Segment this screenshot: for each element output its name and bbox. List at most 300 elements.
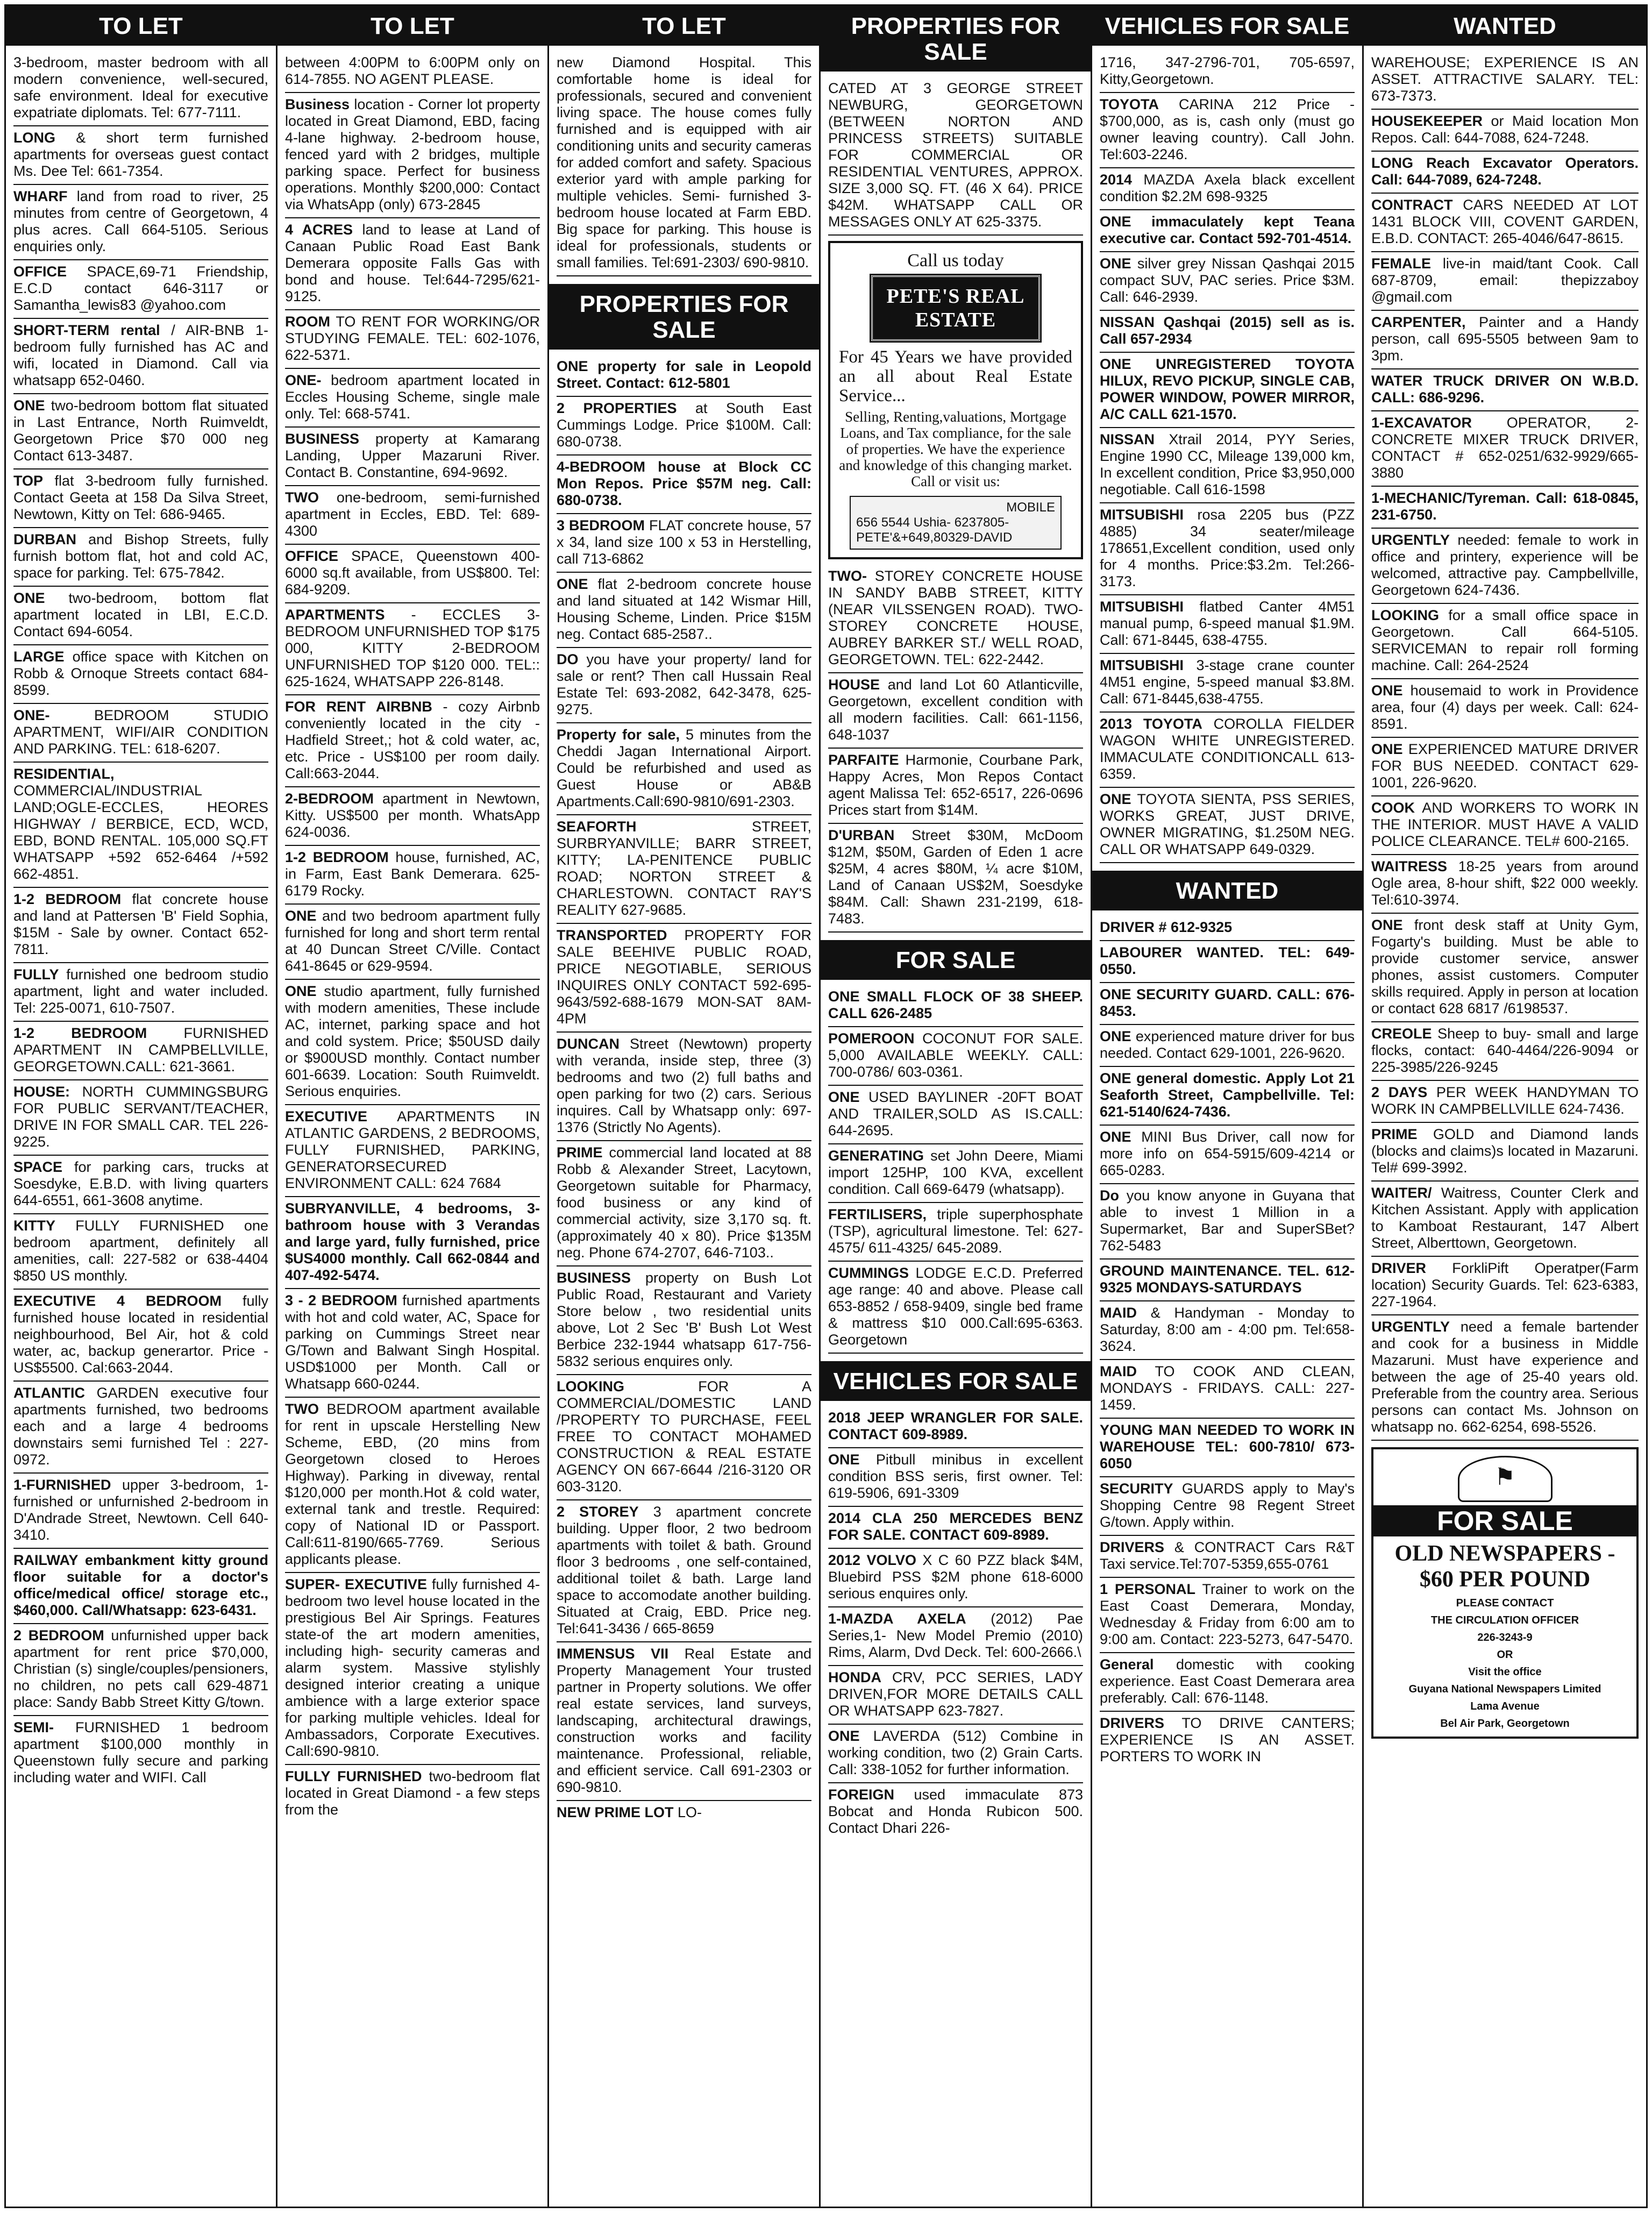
ad-text: kitty ground floor suitable for a doctor's office/medical office/ storage etc., $460,000. Call/Whatsapp: 623-6431. [13,1552,268,1618]
ad-lead: 1-MECHANIC/Tyreman. Call: 618-0845, 231-6750. [1371,490,1639,523]
classified-ad [13,1156,268,1214]
contact-line: OR [1497,1649,1513,1661]
ad-text: Painter and a Handy person, call 695-5505 between 9am to 3pm. [1371,314,1639,364]
ad-lead: ONE [1100,1028,1131,1044]
ad-lead: TWO [285,1401,319,1417]
ad-text: need a female bartender and cook for a business in Middle Mazaruni. Must have experience and between the age of 25-40 years old. Preferable from the country area. Serious persons can contact Ms. Johnson on whatsapp no. 662-6254, 698-5526. [1371,1319,1639,1435]
classified-ad [285,695,540,787]
classified-ad [1371,1182,1639,1257]
classified-ad [1371,1257,1639,1315]
ad-text: Trainer to work on the East Coast Demerara, Monday, Wednesday & Friday from 6:00 am to 9:00 am. Contact: 223-5273, 647-5470. [1100,1581,1355,1647]
ad-text: SPACE,69-71 Friendship, E.C.D contact 646-3117 or Samantha_lewis83 @yahoo.com [13,264,268,313]
petes-body2: Selling, Renting,valuations, Mortgage Loans, and Tax compliance, for the sale of properties. We have the experience and knowledge of this changing market. Call or visit us: [839,409,1072,489]
ad-text: front desk staff at Unity Gym, Fogarty's building. Must be able to provide customer service, answer phones, assist customers. Computer skills required. Apply in person at location or contact 628 6817 /6198537. [1371,917,1639,1016]
ad-text: FURNISHED APARTMENT IN CAMPBELLVILLE, GEORGETOWN.CALL: 621-3661. [13,1025,268,1075]
contact-line: Bel Air Park, Georgetown [1440,1718,1570,1730]
ad-lead: SPACE [13,1159,63,1175]
contact-line: THE CIRCULATION OFFICER [1430,1614,1579,1626]
ad-text: apartment in Newtown, Kitty. US$500 per month. WhatsApp 624-0036. [285,791,540,840]
ad-text: - ECCLES 3-BEDROOM UNFURNISHED TOP $175 000, KITTY 2-BEDROOM UNFURNISHED TOP $120 000. TEL:: 625-1624, WHATSAPP 226-8148. [285,607,540,689]
classified-ad [828,1549,1083,1607]
ad-text: new Diamond Hospital. This comfortable home is ideal for professionals, secured and convenient living space. The house comes fully furnished and is equipped with air conditioning units and security cameras for added comfort and safety. Spacious exterior yard with ample parking for multiple vehicles. Semi- furnished 3-bedroom house located at Farm EBD. Big space for parking. This house is ideal for professionals, students or small families. Tel:691-2303/ 690-9810. [557,54,811,271]
for-sale-banner: FOR SALE [1373,1505,1636,1536]
ad-lead: TOYOTA [1100,96,1159,112]
classified-ad [285,1765,540,1823]
petes-mobile: MOBILE [1006,500,1055,515]
ad-lead: 1-2 BEDROOM [13,891,122,907]
ad-lead: HONDA [828,1669,881,1685]
ad-text: rosa 2205 bus (PZZ 4885) 34 seater/mileage 178651,Excellent condition, used only for 4 months. Price:$3.2m. Tel:266-3173. [1100,507,1355,589]
ad-text: PROPERTY FOR SALE BEEHIVE PUBLIC ROAD, PRICE NEGOTIABLE, SERIOUS INQUIRES ONLY CONTACT 592-695-9643/592-688-1679 MON-SAT 8AM-4PM [557,927,811,1027]
ad-text: NORTH CUMMINGSBURG FOR PUBLIC SERVANT/TEACHER, DRIVE IN FOR SMALL CAR. TEL 226-9225. [13,1084,268,1150]
contact-line: 226-3243-9 [1477,1632,1533,1643]
classified-ad [1100,941,1355,983]
ad-text: & short term furnished apartments for overseas guest contact Ms. Dee Tel: 661-7354. [13,130,268,179]
classified-ad [1371,855,1639,914]
ad-lead: NISSAN [1100,431,1155,447]
ad-lead: LONG [13,130,55,146]
ad-text: studio apartment, fully furnished with modern amenities, These include AC, internet, parking space and hot and cold system. Price; $50USD daily or $900USD monthly. Contact number 601-6639. Location: South Ruimveldt. Serious enquiries. [285,983,540,1099]
ad-text: flat concrete house and land at Pattersen 'B' Field Sophia, $15M - Sale by owner. Contact 652-7811. [13,891,268,957]
ad-lead: 2 DAYS [1371,1084,1428,1100]
classified-ad [1100,1360,1355,1419]
ad-text: two-bedroom bottom flat situated in Last Entrance, North Ruimveldt, Georgetown Price $70 000 neg Contact 613-3487. [13,397,268,464]
ad-lead: ONE [828,1089,860,1105]
ad-lead: 1-FURNISHED [13,1477,111,1493]
ad-text: CRV, PCC SERIES, LADY DRIVEN,FOR MORE DETAILS CALL OR WHATSAPP 623-7827. [828,1669,1083,1719]
ad-lead: ONE UNREGISTERED TOYOTA HILUX, REVO PICKUP, SINGLE CAB, POWER WINDOW, POWER MIRROR, A/C CALL 621-1570. [1100,356,1355,422]
section-header: FOR SALE [821,940,1091,980]
ad-lead: TOP [13,473,44,489]
ad-text: furnished one bedroom studio apartment, light and water included. Tel: 225-0071, 610-7507. [13,966,268,1016]
ad-text: Pitbull minibus in excellent condition BSS seris, first owner. Tel: 619-5906, 691-3309 [828,1451,1083,1501]
ad-lead: CARPENTER, [1371,314,1466,330]
petes-logo: PETE'S REAL ESTATE [871,275,1040,341]
ad-lead: 3 - 2 BEDROOM [285,1292,397,1308]
ad-text: needed: female to work in office and printery, experience will be welcomed, attractive pay. Campbellville, Georgetown 624-7436. [1371,532,1639,598]
ad-lead: MAID [1100,1305,1137,1321]
classified-ad [1100,503,1355,595]
classified-ad [13,394,268,469]
ad-lead: 2014 CLA 250 MERCEDES BENZ FOR SALE. CONTACT 609-8989. [828,1510,1083,1543]
ad-lead: ROOM [285,314,330,330]
ad-text: for parking cars, trucks at Soesdyke, E.B.D. with living quarters 644-6551, 661-3608 anytime. [13,1159,268,1208]
ad-text: FLAT concrete house, 57 x 34, land size 100 x 53 in Herstelling, call 713-6862 [557,517,811,567]
ad-text: for a small office space in Georgetown. Call 664-5105. SERVICEMAN to repair roll forming machine. Call: 264-2524 [1371,607,1639,673]
classified-ad [1371,1081,1639,1123]
classified-ad [828,1406,1083,1448]
ad-lead: RAILWAY embankment [13,1552,175,1568]
ad-lead: 2 STOREY [557,1504,639,1520]
ad-lead: FEMALE [1371,255,1431,272]
classified-ad [557,573,811,648]
classified-ad [828,673,1083,749]
contact-line: PLEASE CONTACT [1456,1597,1554,1609]
classified-ad [557,1141,811,1266]
section-header: PROPERTIES FOR SALE [821,6,1091,72]
ad-lead: DURBAN [13,531,76,547]
classified-ad [1100,1025,1355,1067]
ad-lead: ONE [1100,791,1131,807]
ad-lead: TWO- [828,568,867,584]
petes-real-estate-ad [828,241,1083,559]
ad-text: and land Lot 60 Atlanticville, Georgetown, excellent condition with all modern facilities. Call: 661-1156, 648-1037 [828,677,1083,743]
classified-ad [828,1144,1083,1203]
newspaper-logo-icon: ⚑ [1458,1456,1553,1502]
ad-text: property at Kamarang Landing, Upper Mazaruni River. Contact B. Constantine, 694-9692. [285,431,540,480]
ad-text: TOYOTA SIENTA, PSS SERIES, WORKS GREAT, JUST DRIVE, OWNER MIGRATING, $1.250M NEG. CALL OR WHATSAPP 649-0329. [1100,791,1355,857]
ad-text: and two bedroom apartment fully furnished for long and short term rental at 40 Duncan Street C/Ville. Contact 641-8645 or 629-9594. [285,908,540,974]
ad-text: or Maid location Mon Repos. Call: 644-7088, 624-7248. [1371,113,1639,146]
ad-text: LAVERDA (512) Combine in working condition, two (2) Grain Carts. Call: 338-1052 for further information. [828,1728,1083,1777]
ad-lead: 1-MAZDA AXELA [828,1611,966,1627]
classified-ad [557,355,811,397]
classified-ad [1100,168,1355,210]
classified-ad [557,648,811,723]
classified-ad [828,1203,1083,1262]
ad-lead: FULLY FURNISHED [285,1768,422,1784]
ad-lead: POMEROON [828,1030,915,1047]
ad-text: housemaid to work in Providence area, four (4) days per week. Call: 624-8591. [1371,682,1639,732]
classified-ad [1100,311,1355,353]
section-header: VEHICLES FOR SALE [821,1361,1091,1401]
ad-text: location - Corner lot property located in Great Diamond, EBD, facing 4-lane highway. 2-bedroom house, fenced yard with 2 bridges, multiple parking space. Perfect for business operations. Monthly $200,000: Contact via WhatsApp (only) 673-2845 [285,96,540,212]
ad-lead: EXECUTIVE 4 BEDROOM [13,1293,222,1309]
ad-text: silver grey Nissan Qashqai 2015 compact SUV, PAC series. Price $3M. Call: 646-2939. [1100,255,1355,305]
classified-ad [1100,1184,1355,1260]
ad-lead: 2 PROPERTIES [557,400,677,416]
classified-ad [557,924,811,1033]
ad-text: USED BAYLINER -20FT BOAT AND TRAILER,SOLD AS IS.CALL: 644-2695. [828,1089,1083,1138]
ad-text: TO RENT FOR WORKING/OR STUDYING FEMALE. TEL: 602-1076, 622-5371. [285,314,540,363]
ad-lead: GENERATING [828,1148,924,1164]
ad-lead: ONE [1371,682,1403,699]
ad-text: MINI Bus Driver, call now for more info on 654-5915/609-4214 or 665-0283. [1100,1129,1355,1178]
column-5 [1091,6,1362,2207]
ad-text: domestic with cooking experience. East Coast Demerara area preferably. Call: 676-1148. [1100,1656,1355,1706]
classified-ad [1371,1315,1639,1441]
classified-ad [13,1080,268,1156]
ad-lead: DRIVER [1371,1260,1427,1276]
ad-lead: DRIVER # 612-9325 [1100,919,1233,935]
ad-text: Harmonie, Courbane Park, Happy Acres, Mon Repos Contact agent Malissa Tel: 652-6517, 226-0696 Prices start from $14M. [828,752,1083,818]
ad-text: SPACE, Queenstown 400-6000 sq.ft available, from US$800. Tel: 684-9209. [285,548,540,597]
classified-ad [13,1624,268,1716]
ad-text: GUARDS apply to May's Shopping Centre 98 Regent Street G/town. Apply within. [1100,1481,1355,1530]
classified-ad [285,846,540,905]
classified-ad [285,1197,540,1289]
ad-lead: COOK [1371,800,1415,816]
ad-text: 3-stage crane counter 4M51 engine, 5-speed manual $3.8M. Call: 671-8445,638-4755. [1100,657,1355,707]
classified-ad [1100,1578,1355,1653]
classified-ad [1100,1477,1355,1536]
column-1 [6,6,276,2207]
ad-lead: OFFICE [285,548,338,564]
ad-text: ForkliPift Operatper(Farm location) Security Guards. Tel: 623-6383, 227-1964. [1371,1260,1639,1310]
ad-text: COMMERCIAL/INDUSTRIAL LAND;OGLE-ECCLES, HEORES HIGHWAY / BERBICE, ECD, WCD, EBD, BOND RENTAL. 105,000 SQ.FT WHATSAPP +592 652-6464 /+592 662-4851. [13,782,268,882]
ad-lead: SEAFORTH [557,819,637,835]
classified-ad [1100,1653,1355,1712]
ad-lead: BUSINESS [285,431,360,447]
classified-ad [13,469,268,528]
ad-text: OPERATOR, 2- CONCRETE MIXER TRUCK DRIVER, CONTACT # 652-0251/632-9929/665-3880 [1371,415,1639,481]
ad-lead: MAID [1100,1363,1137,1379]
ad-lead: CUMMINGS [828,1265,909,1281]
column-2 [276,6,547,2207]
classified-ad [285,1398,540,1573]
ad-text: CARS NEEDED AT LOT 1431 BLOCK VIII, COVENT GARDEN, E.B.D. CONTACT: 265-4046/647-8615. [1371,197,1639,246]
ad-text: STOREY CONCRETE HOUSE IN SANDY BABB STREET, KITTY (NEAR VILSSENGEN ROAD). TWO-STOREY CONCRETE HOUSE, AUBREY BARKER ST./ WELL ROAD, GEORGETOWN. TEL: 622-2442. [828,568,1083,667]
petes-phones [850,496,1062,550]
classified-ad [1100,1536,1355,1578]
column-6 [1362,6,1646,2207]
ad-text: commercial land located at 88 Robb & Alexander Street, Lacytown, Georgetown suitable for Pharmacy, food business or any kind of commercial activity, size 3,170 sq. ft. (approximately 40 x 80). Price $135M neg. Phone 674-2707, 646-7103.. [557,1144,811,1261]
ad-text: two-bedroom flat located in Great Diamond - a few steps from the [285,1768,540,1818]
classified-ad [557,1266,811,1375]
classified-ad [557,1375,811,1500]
ad-lead: ONE [828,1451,860,1468]
classified-ad [828,1086,1083,1144]
section-header: TO LET [6,6,276,46]
classified-ad [13,1382,268,1474]
ad-text: Street $30M, McDoom $12M, $50M, Garden of Eden 1 acre $25M, 4 acres $80M, ¼ acre $10M, Land of Canaan US$2M, Soesdyke $84M. Call: Shawn 231-2199, 618-7483. [828,827,1083,927]
ad-lead: HOUSE [828,677,880,693]
ad-text: 4 bedrooms, 3-bathroom house with 3 Verandas and large yard, fully furnished, price $US4000 monthly. Call 662-0844 and 407-492-5474. [285,1200,540,1283]
ad-text: COROLLA FIELDER WAGON WHITE UNREGISTERED. IMMACULATE CONDITIONCALL 613-6359. [1100,716,1355,782]
classified-ad [1100,93,1355,168]
classified-ad [13,587,268,645]
ad-lead: MITSUBISHI [1100,657,1184,673]
classified-ad [557,1033,811,1141]
classified-ad [1100,353,1355,428]
ad-lead: DO [557,651,579,667]
ad-lead: 1-2 BEDROOM [13,1025,147,1041]
ad-lead: ONE property for sale in Leopold Street. Contact: 612-5801 [557,358,811,391]
ad-text: FULLY FURNISHED one bedroom apartment, definitely all amenities, call: 227-582 or 638-4404 $850 US monthly. [13,1218,268,1284]
classified-ad [13,185,268,260]
ad-lead: ONE immaculately kept Teana executive car. Contact 592-701-4514. [1100,214,1355,246]
ad-text: STREET, SURBRYANVILLE; BARR STREET, KITTY; LA-PENITENCE PUBLIC ROAD; NORTON STREET & CHARLESTOWN. CONTACT RAY'S REALITY 627-9685. [557,819,811,918]
ad-lead: GROUND MAINTENANCE. TEL. 612-9325 MONDAYS-SATURDAYS [1100,1263,1355,1296]
section-header: WANTED [1364,6,1646,46]
ad-lead: 2 BEDROOM [13,1627,104,1643]
classified-ad [1100,1301,1355,1360]
classified-ad [285,310,540,369]
ad-lead: LABOURER WANTED. TEL: 649-0550. [1100,944,1355,977]
classified-ad [1371,311,1639,369]
classified-ad [13,1716,268,1790]
ad-text: land to lease at Land of Canaan Public Road East Bank Demerara opposite Falls Gas with bond and house. Tel:644-7295/621-9125. [285,222,540,304]
ad-lead: 1 PERSONAL [1100,1581,1196,1597]
classified-ad [828,824,1083,933]
classified-ad [1371,738,1639,796]
ad-text: 1716, 347-2796-701, 705-6597, Kitty,Georgetown. [1100,54,1355,87]
ad-lead: HOUSE: [13,1084,70,1100]
ad-lead: Property for sale, [557,727,680,743]
classified-ad [1100,1260,1355,1301]
ad-lead: ONE [13,590,45,606]
classified-ad [13,1290,268,1382]
classified-ad [828,1666,1083,1725]
classified-ad [1100,51,1355,93]
classified-ad [557,514,811,573]
ad-text: triple superphosphate (TSP), agricultural limestone. Tel: 627-4575/ 611-4325/ 645-2089. [828,1206,1083,1256]
classified-ad [13,888,268,963]
ad-lead: LONG Reach Excavator Operators. Call: 644-7089, 624-7248. [1371,155,1639,188]
classified-ad [13,704,268,763]
ad-text: TO COOK AND CLEAN, MONDAYS - FRIDAYS. CALL: 227-1459. [1100,1363,1355,1413]
ad-text: one-bedroom, semi-furnished apartment in Eccles, EBD. Tel: 689-4300 [285,489,540,539]
ad-text: MAZDA Axela black excellent condition $2.2M 698-9325 [1100,172,1355,204]
ad-lead: MITSUBISHI [1100,507,1184,523]
classified-ad [1371,604,1639,679]
ad-text: bedroom apartment located in Eccles Housing Scheme, single male only. Tel: 668-5741. [285,372,540,422]
ad-lead: 2018 JEEP WRANGLER FOR SALE. CONTACT 609-8989. [828,1410,1083,1442]
ad-text: and Bishop Streets, fully furnish bottom flat, hot and cold AC, space for parking. Tel: 675-7842. [13,531,268,581]
classified-ad [1100,713,1355,788]
ad-lead: 2-BEDROOM [285,791,374,807]
classified-ad [1371,1123,1639,1182]
classified-ad [285,369,540,428]
classified-ad [1100,428,1355,503]
ad-lead: SUPER- EXECUTIVE [285,1576,428,1592]
ad-lead: ONE [285,908,317,924]
ad-lead: ONE general domestic. Apply Lot 21 Seaforth Street, Campbellville. Tel: 621-5140/624-7436. [1100,1070,1355,1120]
ad-lead: 1-EXCAVATOR [1371,415,1472,431]
section-header: VEHICLES FOR SALE [1092,6,1362,46]
ad-text: / AIR-BNB 1-bedroom fully furnished has AC and wifi, located in Diamond. Call via whatsapp 652-0460. [13,322,268,388]
ad-text: GARDEN executive four apartments furnished, two bedrooms each and a large 4 bedrooms downstairs semi furnished Tel : 227-0972. [13,1385,268,1468]
classified-ad [557,456,811,514]
classified-ad [1371,679,1639,738]
ad-text: office space with Kitchen on Robb & Ornoque Streets contact 684-8599. [13,649,268,698]
classified-ad [557,723,811,815]
section-header: TO LET [277,6,547,46]
classified-ad [557,1642,811,1801]
classified-ad [1100,983,1355,1025]
ad-lead: ONE [1371,741,1403,757]
ad-lead: PRIME [557,1144,603,1161]
classified-ad [285,603,540,695]
ad-lead: FERTILISERS, [828,1206,927,1222]
classified-ad [1371,369,1639,411]
classified-ad [828,1448,1083,1507]
classified-ad [1100,595,1355,654]
ad-lead: 1-2 BEDROOM [285,849,389,865]
petes-phone-numbers: 656 5544 Ushia- 6237805- PETE'&+649,80329-DAVID [856,515,1013,545]
ad-text: CATED AT 3 GEORGE STREET NEWBURG, GEORGETOWN (BETWEEN NORTON AND PRINCESS STREETS) SUITABLE FOR COMMERCIAL OR RESIDENTIAL VENTURES, APPROX. SIZE 3,000 SQ. FT. (46 X 64). PRICE $42M. WHATSAPP CALL OR MESSAGES ONLY AT 625-3375. [828,80,1083,230]
ad-text: & CONTRACT Cars R&T Taxi service.Tel:707-5359,655-0761 [1100,1539,1355,1572]
ad-lead: MITSUBISHI [1100,599,1184,615]
ad-text: (2012) Pae Series,1- New Model Premio (2010) Rims, Alarm, Dvd Deck. Tel: 600-2666.\ [828,1611,1083,1660]
ad-text: 5 minutes from the Cheddi Jagan International Airport. Could be refurbished and used as Guest House or AB&B Apartments.Call:690-9810/691-2303. [557,727,811,809]
classified-ad [828,749,1083,824]
ad-text: Xtrail 2014, PYY Series, Engine 1990 CC, Mileage 139,000 km, In excellent condition, Price $3,950,000 negotiable. Call 616-1598 [1100,431,1355,497]
ad-lead: ONE SMALL FLOCK OF 38 SHEEP. CALL 626-2485 [828,988,1083,1021]
classified-ad [828,1507,1083,1549]
ad-text: unfurnished upper back apartment for rent price $70,000, Christian (s) single/couples/pensioners, no children, no pets call 629-4871 place: Sandy Babb Street Kitty G/town. [13,1627,268,1710]
ad-lead: ONE SECURITY GUARD. CALL: 676-8453. [1100,986,1355,1019]
ad-lead: ONE [1100,1129,1131,1145]
classified-ad [1371,110,1639,152]
classified-ad [557,397,811,456]
ad-lead: ATLANTIC [13,1385,85,1401]
petes-call: Call us today [907,251,1004,271]
ad-text: COCONUT FOR SALE. 5,000 AVAILABLE WEEKLY. CALL: 700-0786/ 603-0361. [828,1030,1083,1080]
ad-text: Real Estate and Property Management Your trusted partner in Property solutions. We offer real estate services, land surveys, landscaping, architectural drawings, construction works and facility maintenance. Professional, reliable, and efficient service. Call 691-2303 or 690-9810. [557,1646,811,1795]
classified-ad [285,1573,540,1765]
contact-line: Visit the office [1468,1666,1542,1678]
ad-lead: 4 ACRES [285,222,353,238]
ad-lead: ONE [1371,917,1403,933]
ad-text: you know anyone in Guyana that able to invest 1 Million in a Supermarket, Bar and SuperSBet? 762-5483 [1100,1187,1355,1254]
ad-lead: WAITRESS [1371,858,1448,874]
ad-lead: TWO [285,489,319,506]
classified-ad [13,319,268,394]
ad-lead: SUBRYANVILLE, [285,1200,401,1216]
ad-lead: IMMENSUS VII [557,1646,669,1662]
ad-text: Waitress, Counter Clerk and Kitchen Assistant. Apply with application to Kamboat Restaurant, 147 Albert Street, Alberttown, Georgetown. [1371,1185,1639,1251]
column-4 [819,6,1091,2207]
ad-text: set John Deere, Miami import 125HP, 100 KVA, excellent condition. Call 669-6479 (whatsapp). [828,1148,1083,1197]
classified-ad [1371,914,1639,1022]
ad-lead: LOOKING [557,1378,624,1394]
ad-lead: KITTY [13,1218,55,1234]
ad-text: CARINA 212 Price - $700,000, as is, cash only (must go owner leaving country). Call John. Tel:603-2246. [1100,96,1355,162]
ad-lead: CREOLE [1371,1026,1432,1042]
ad-lead: 3 BEDROOM [557,517,645,533]
ad-text: flat 3-bedroom fully furnished. Contact Geeta at 158 Da Silva Street, Newtown, Kitty on Tel: 686-9465. [13,473,268,522]
ad-text: at South East Cummings Lodge. Price $100M. Call: 680-0738. [557,400,811,450]
classified-ad [828,77,1083,236]
ad-text: Sheep to buy- small and large flocks, contact: 640-4464/226-9094 or 225-3985/226-9245 [1371,1026,1639,1075]
ad-text: AND WORKERS TO WORK IN THE INTERIOR. MUST HAVE A VALID POLICE CLEARANCE. TEL# 600-2165. [1371,800,1639,849]
ad-text: EXPERIENCED MATURE DRIVER FOR BUS NEEDED. CONTACT 629-1001, 226-9620. [1371,741,1639,791]
ad-lead: SHORT-TERM rental [13,322,160,338]
ad-text: house, furnished, AC, in Farm, East Bank Demerara. 625-6179 Rocky. [285,849,540,899]
ad-text: land from road to river, 25 minutes from centre of Georgetown, 4 plus acres. Call 664-5105. Serious enquiries only. [13,188,268,254]
classified-ad [13,763,268,888]
ad-text: two-bedroom, bottom flat apartment located in LBI, E.C.D. Contact 694-6054. [13,590,268,639]
ad-lead: D'URBAN [828,827,895,843]
ad-text: APARTMENTS IN ATLANTIC GARDENS, 2 BEDROOMS, FULLY FURNISHED, PARKING, GENERATORSECURED ENVIRONMENT CALL: 624 7684 [285,1108,540,1191]
classified-ad [828,985,1083,1027]
ad-lead: TRANSPORTED [557,927,667,943]
ad-lead: FOREIGN [828,1787,895,1803]
ad-text: BEDROOM apartment available for rent in upscale Herstelling New Scheme, EBD, (20 mins from Georgetown closed to Heroes Highway). Parking in diveway, rental $120,000 per month.Hot & cold water, external tank and trestle. Required: copy of National ID or Passport. Call:611-8190/665-7769. Serious applicants please. [285,1401,540,1567]
classified-ad [1371,51,1639,110]
ad-lead: ONE [828,1728,860,1744]
classified-ad [285,218,540,310]
ad-text: you have your property/ land for sale or rent? Then call Hussain Real Estate Tel: 693-2082, 642-3478, 625-9275. [557,651,811,717]
classified-ad [13,1474,268,1549]
ad-lead: 2013 TOYOTA [1100,716,1202,732]
classified-ad [13,963,268,1022]
ad-lead: SEMI- [13,1719,54,1735]
classified-ad [13,260,268,319]
ad-lead: EXECUTIVE [285,1108,368,1125]
classified-ad [557,1500,811,1642]
ad-text: between 4:00PM to 6:00PM only on 614-7855. NO AGENT PLEASE. [285,54,540,87]
classified-ad [13,1214,268,1290]
ad-text: FURNISHED 1 bedroom apartment $100,000 monthly in Queenstown fully secure and parking including water and WIFI. Call [13,1719,268,1785]
classified-ad [828,1725,1083,1783]
classified-ad [285,1289,540,1398]
ad-text: PER WEEK HANDYMAN TO WORK IN CAMPBELLVILLE 624-7436. [1371,1084,1639,1117]
classified-ad [828,1027,1083,1086]
ad-text: LO- [678,1804,702,1820]
ad-lead: PRIME [1371,1126,1418,1142]
